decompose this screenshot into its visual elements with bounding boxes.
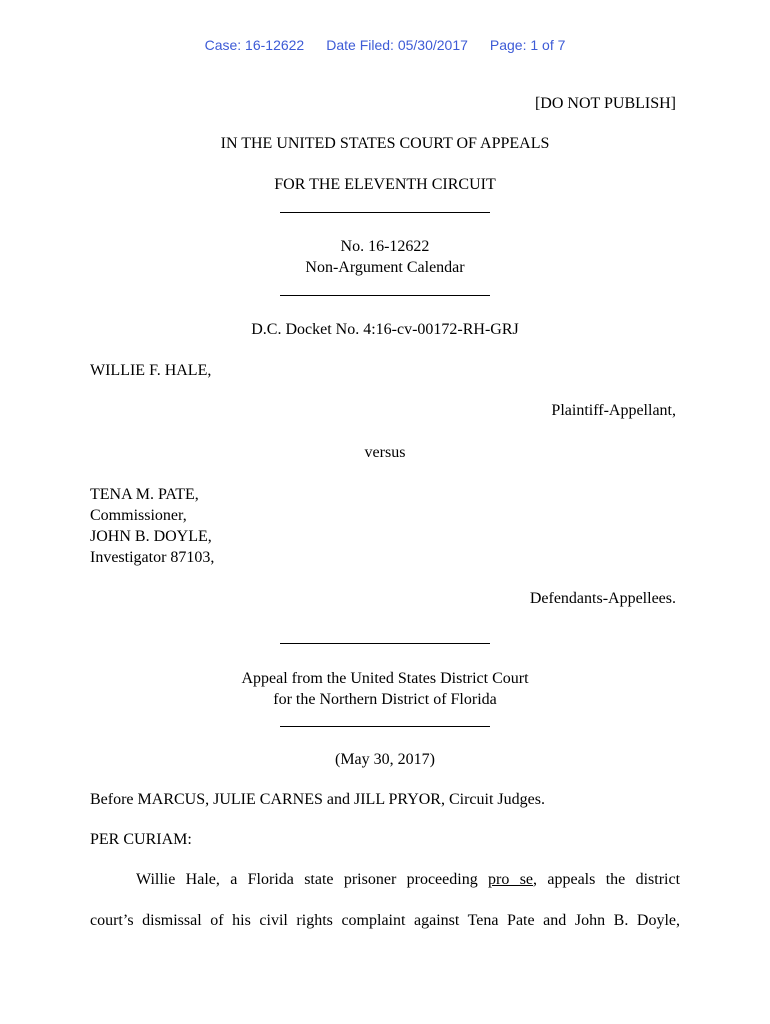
page-count-stamp: Page: 1 of 7 (489, 37, 566, 53)
decision-date: (May 30, 2017) (335, 751, 435, 768)
defendant-line-3: JOHN B. DOYLE, (90, 528, 212, 545)
filing-header (0, 37, 770, 53)
divider-rule (280, 643, 490, 644)
judicial-panel: Before MARCUS, JULIE CARNES and JILL PRYOR, Circuit Judges. (90, 791, 545, 808)
defendant-line-4: Investigator 87103, (90, 549, 215, 566)
plaintiff-name: WILLIE F. HALE, (90, 362, 212, 379)
appeal-origin-line-2: for the Northern District of Florida (273, 691, 497, 708)
appeal-origin-line-1: Appeal from the United States District Court (241, 670, 529, 687)
defendants-role: Defendants-Appellees. (529, 590, 676, 607)
opinion-text: Willie Hale, a Florida state prisoner proceeding (136, 871, 478, 888)
opinion-paragraph-line-2: court’s dismissal of his civil rights complaint against Tena Pate and John B. Doyle, (90, 912, 680, 929)
versus-label: versus (364, 444, 406, 461)
divider-rule (280, 295, 490, 296)
publish-status: [DO NOT PUBLISH] (534, 95, 676, 112)
calendar-type: Non-Argument Calendar (305, 259, 465, 276)
per-curiam-heading: PER CURIAM: (90, 831, 192, 848)
date-filed-stamp: Date Filed: 05/30/2017 (326, 37, 468, 53)
pro-se-term: pro se (488, 871, 534, 888)
opinion-text: , appeals the district (533, 871, 681, 888)
docket-number: D.C. Docket No. 4:16-cv-00172-RH-GRJ (251, 321, 519, 338)
defendant-line-2: Commissioner, (90, 507, 187, 524)
divider-rule (280, 726, 490, 727)
divider-rule (280, 212, 490, 213)
opinion-paragraph-line-1 (90, 870, 680, 890)
defendant-line-1: TENA M. PATE, (90, 486, 199, 503)
plaintiff-role: Plaintiff-Appellant, (551, 402, 676, 419)
circuit-name: FOR THE ELEVENTH CIRCUIT (274, 176, 496, 193)
case-number-stamp: Case: 16-12622 (204, 37, 305, 53)
appeal-case-number: No. 16-12622 (340, 238, 430, 255)
court-name: IN THE UNITED STATES COURT OF APPEALS (220, 135, 550, 152)
